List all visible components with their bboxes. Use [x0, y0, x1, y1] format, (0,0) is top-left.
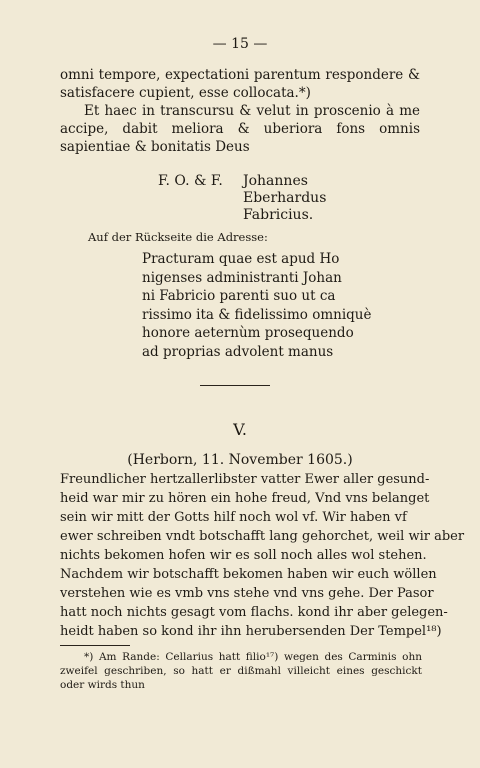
address-line: Practuram quae est apud Ho: [142, 251, 340, 267]
letter-line: sein wir mitt der Gotts hilf noch wol vf. Wir haben vf: [60, 510, 407, 525]
letter-line: nichts bekomen hofen wir es soll noch alles wol stehen.: [60, 548, 427, 563]
footnote: *) Am Rande: Cellarius hatt filio¹⁷) wegen des Carminis ohn zweifel geschriben, so hatt er dißmahl villeicht eines geschickt oder wirds thun: [60, 651, 422, 691]
signature-line: Johannes: [243, 173, 308, 189]
letter-line: hatt noch nichts gesagt vom flachs. kond ihr aber gelegen-: [60, 605, 448, 620]
signature-initials: F. O. & F.: [158, 173, 223, 189]
address-line: ad proprias advolent manus: [142, 343, 334, 360]
letter-line: Nachdem wir botschafft bekomen haben wir euch wöllen: [60, 567, 437, 582]
letter-line: Freundlicher hertzallerlibster vatter Ewer aller gesund-: [60, 472, 430, 487]
page-number: — 15 —: [212, 36, 268, 52]
address-line: ni Fabricio parenti suo ut ca: [142, 288, 336, 304]
letter-line: ewer schreiben vndt botschafft lang gehorchet, weil wir aber: [60, 529, 465, 544]
address-line: nigenses administranti Johan: [142, 269, 342, 286]
address-line: rissimo ita & fidelissimo omniquè: [142, 306, 372, 323]
letter-line: verstehen wie es vmb vns stehe vnd vns gehe. Der Pasor: [60, 586, 434, 601]
address-line: honore aeternùm prosequendo: [142, 325, 354, 341]
signature-line: Eberhardus: [243, 190, 327, 206]
footnote-rule: [60, 645, 130, 646]
date-line: (Herborn, 11. November 1605.): [127, 452, 353, 468]
latin-paragraph-1: omni tempore, expectationi parentum respondere & satisfacere cupient, esse collocata.*): [60, 67, 420, 101]
signature-line: Fabricius.: [243, 207, 314, 223]
letter-line: heidt haben so kond ihr ihn herubersenden Der Tempel¹⁸): [60, 624, 442, 639]
latin-paragraph-2: Et haec in transcursu & velut in proscenio à me accipe, dabit meliora & uberiora fons omnis sapientiae & bonitatis Deus: [60, 103, 420, 155]
letter-line: heid war mir zu hören ein hohe freud, Vnd vns belanget: [60, 491, 430, 506]
address-intro: Auf der Rückseite die Adresse:: [88, 230, 268, 244]
section-number: V.: [233, 420, 247, 439]
section-divider: [200, 385, 270, 386]
